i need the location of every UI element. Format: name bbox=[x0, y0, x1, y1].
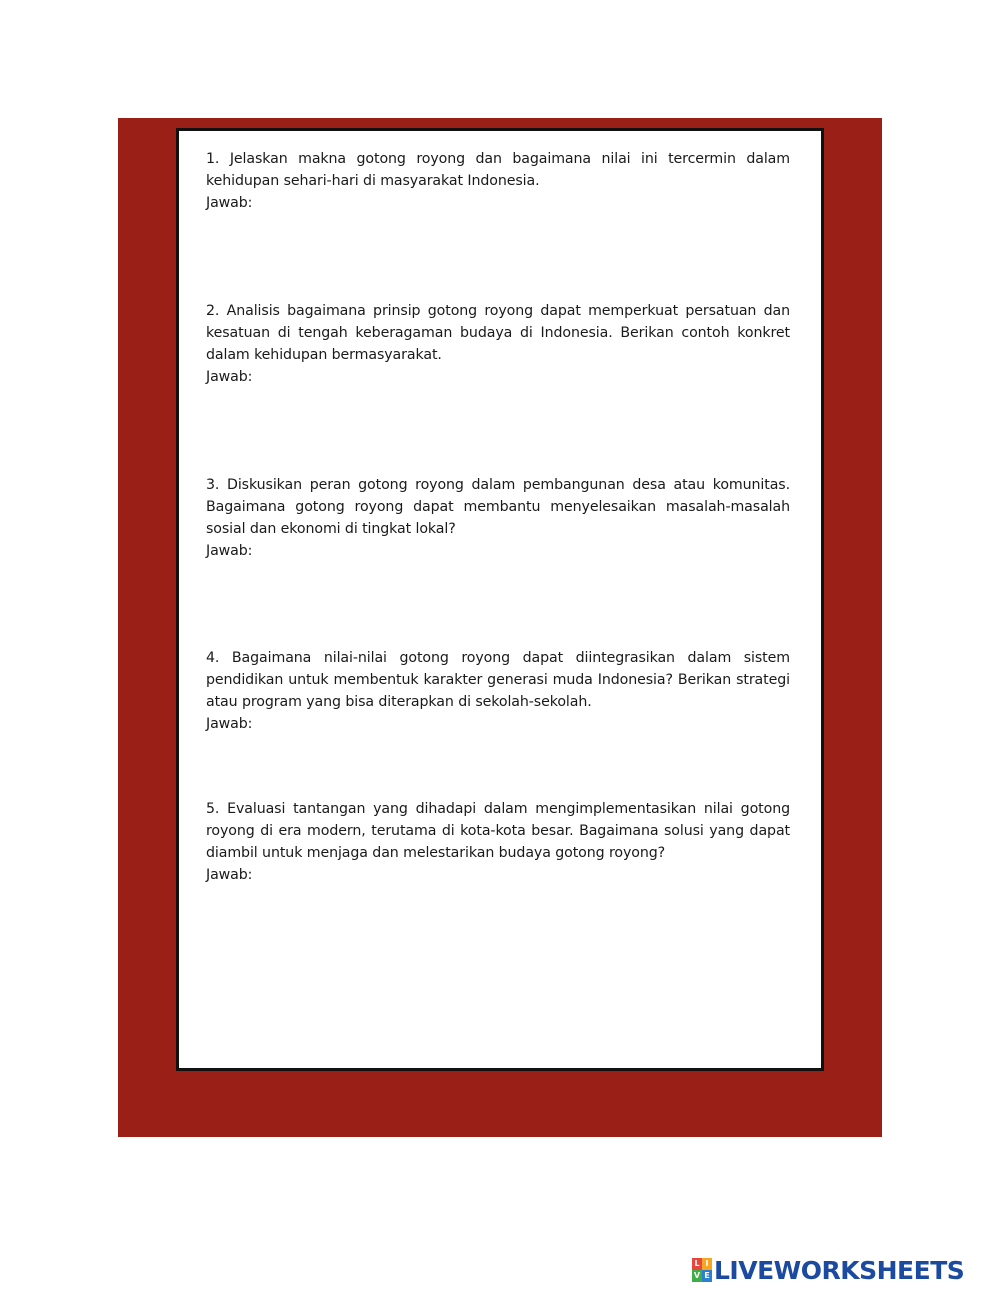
logo-mark-v: V bbox=[693, 1271, 701, 1280]
liveworksheets-logo[interactable] bbox=[692, 1256, 964, 1284]
logo-text: LIVEWORKSHEETS bbox=[714, 1255, 965, 1285]
question-1-answer-label: Jawab: bbox=[206, 195, 253, 211]
logo-mark-e: E bbox=[702, 1270, 712, 1282]
question-5-answer-label: Jawab: bbox=[206, 867, 253, 883]
question-3 bbox=[206, 474, 790, 562]
question-4-answer-label: Jawab: bbox=[206, 716, 253, 732]
question-5-text: 5. Evaluasi tantangan yang dihadapi dalam mengimplementasikan nilai gotong royong di era modern, terutama di kota-kota besar. Bagaimana solusi yang dapat diambil untuk menjaga dan melestarikan budaya gotong royong? bbox=[206, 801, 790, 861]
question-card bbox=[176, 128, 824, 1071]
question-3-text: 3. Diskusikan peran gotong royong dalam pembangunan desa atau komunitas. Bagaimana gotong royong dapat membantu menyelesaikan masalah-masalah sosial dan ekonomi di tingkat lokal? bbox=[206, 477, 790, 537]
logo-mark-l: L bbox=[692, 1258, 702, 1270]
question-1 bbox=[206, 148, 790, 214]
question-3-answer-label: Jawab: bbox=[206, 543, 253, 559]
question-1-text: 1. Jelaskan makna gotong royong dan bagaimana nilai ini tercermin dalam kehidupan sehari-hari di masyarakat Indonesia. bbox=[206, 151, 790, 189]
logo-mark-i: I bbox=[702, 1258, 712, 1270]
live-logo-icon bbox=[692, 1258, 712, 1282]
question-2-text: 2. Analisis bagaimana prinsip gotong royong dapat memperkuat persatuan dan kesatuan di tengah keberagaman budaya di Indonesia. Berikan contoh konkret dalam kehidupan bermasyarakat. bbox=[206, 303, 790, 363]
question-5 bbox=[206, 798, 790, 886]
question-2 bbox=[206, 300, 790, 388]
question-4 bbox=[206, 647, 790, 735]
question-4-text: 4. Bagaimana nilai-nilai gotong royong dapat diintegrasikan dalam sistem pendidikan untuk membentuk karakter generasi muda Indonesia? Berikan strategi atau program yang bisa diterapkan di sekolah-sekolah. bbox=[206, 650, 790, 710]
question-2-answer-label: Jawab: bbox=[206, 369, 253, 385]
